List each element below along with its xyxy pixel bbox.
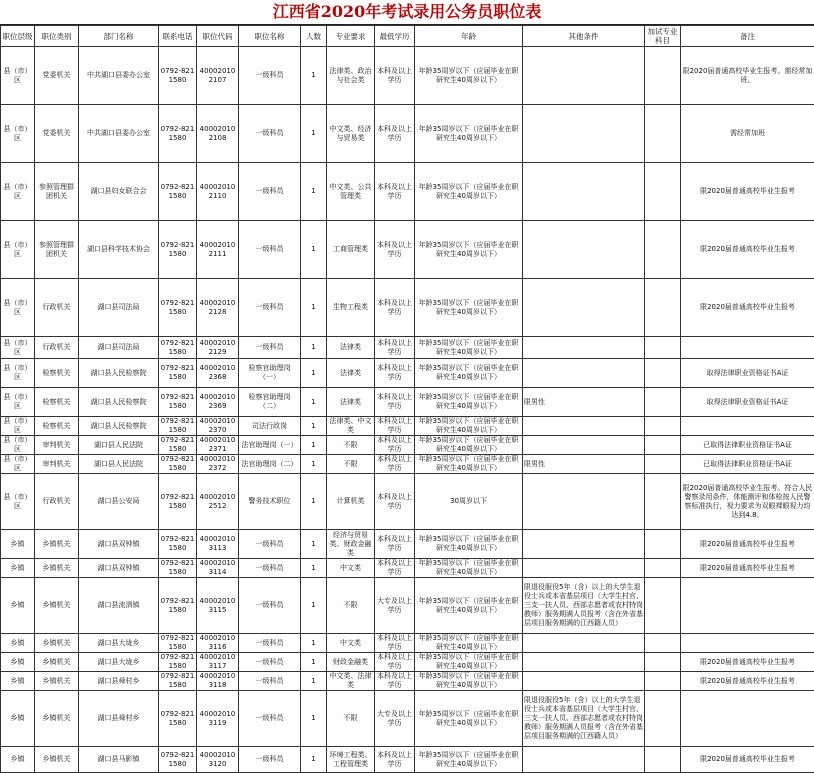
column-header: 职位名称 [239, 26, 301, 47]
cell-age: 年龄35周岁以下（应届毕业在职研究生40周岁以下） [415, 653, 523, 672]
cell-type: 行政机关 [35, 337, 79, 359]
cell-age: 年龄35周岁以下（应届毕业在职研究生40周岁以下） [415, 279, 523, 337]
cell-other [523, 221, 645, 279]
cell-code: 400020102371 [197, 436, 239, 455]
cell-extra [645, 474, 681, 530]
cell-edu: 本科及以上学历 [375, 634, 415, 653]
column-header: 最低学历 [375, 26, 415, 47]
cell-post: 一级科员 [239, 634, 301, 653]
cell-other [523, 105, 645, 163]
cell-age: 年龄35周岁以下（应届毕业在职研究生40周岁以下） [415, 747, 523, 773]
table-row [1, 337, 814, 359]
column-header: 职位层级 [1, 26, 35, 47]
cell-other: 限男性 [523, 388, 645, 417]
cell-note: 已取得法律职业资格证书A证 [681, 436, 814, 455]
cell-type: 行政机关 [35, 474, 79, 530]
cell-edu: 本科及以上学历 [375, 455, 415, 474]
cell-post: 法官助理岗（一） [239, 436, 301, 455]
cell-post: 司法行政岗 [239, 417, 301, 436]
cell-dept: 湖口县司法局 [79, 337, 159, 359]
cell-edu: 大专及以上学历 [375, 691, 415, 747]
cell-type: 检察机关 [35, 359, 79, 388]
cell-level: 县（市）区 [1, 436, 35, 455]
cell-post: 一级科员 [239, 578, 301, 634]
table-row [1, 672, 814, 691]
cell-level: 乡镇 [1, 578, 35, 634]
cell-note: 取得法律职业资格证书A证 [681, 359, 814, 388]
cell-major: 工商管理类 [327, 221, 375, 279]
table-row [1, 436, 814, 455]
cell-major: 计算机类 [327, 474, 375, 530]
cell-edu: 本科及以上学历 [375, 530, 415, 559]
cell-post: 检察官助理岗（一） [239, 359, 301, 388]
cell-age: 年龄35周岁以下（应届毕业在职研究生40周岁以下） [415, 634, 523, 653]
cell-num: 1 [301, 417, 327, 436]
cell-dept: 湖口县大垅乡 [79, 634, 159, 653]
cell-post: 一级科员 [239, 691, 301, 747]
cell-level: 县（市）区 [1, 455, 35, 474]
cell-note: 限2020届普通高校毕业生报考 [681, 672, 814, 691]
cell-extra [645, 337, 681, 359]
cell-other [523, 559, 645, 578]
cell-type: 乡镇机关 [35, 578, 79, 634]
cell-num: 1 [301, 672, 327, 691]
cell-type: 乡镇机关 [35, 672, 79, 691]
table-row [1, 578, 814, 634]
cell-age: 年龄35周岁以下（应届毕业在职研究生40周岁以下） [415, 417, 523, 436]
cell-code: 400020102111 [197, 221, 239, 279]
column-header: 职位类别 [35, 26, 79, 47]
cell-num: 1 [301, 337, 327, 359]
cell-post: 法官助理岗（二） [239, 455, 301, 474]
cell-phone: 0792-8211580 [159, 47, 197, 105]
cell-age: 年龄35周岁以下（应届毕业在职研究生40周岁以下） [415, 337, 523, 359]
cell-other [523, 417, 645, 436]
column-header: 加试专业科目 [645, 26, 681, 47]
table-row [1, 634, 814, 653]
cell-dept: 湖口县人民检察院 [79, 388, 159, 417]
cell-note: 限2020届普通高校毕业生报考 [681, 747, 814, 773]
cell-major: 法律类、政治与社会类 [327, 47, 375, 105]
cell-note: 已取得法律职业资格证书A证 [681, 455, 814, 474]
table-row [1, 279, 814, 337]
cell-code: 400020102372 [197, 455, 239, 474]
cell-dept: 湖口县流泗镇 [79, 578, 159, 634]
cell-other [523, 530, 645, 559]
cell-level: 县（市）区 [1, 337, 35, 359]
cell-phone: 0792-8211580 [159, 634, 197, 653]
cell-post: 一级科员 [239, 279, 301, 337]
table-body [1, 47, 814, 773]
cell-extra [645, 672, 681, 691]
cell-other [523, 474, 645, 530]
cell-edu: 本科及以上学历 [375, 747, 415, 773]
cell-extra [645, 530, 681, 559]
cell-dept: 湖口县双钟镇 [79, 559, 159, 578]
column-header: 人数 [301, 26, 327, 47]
cell-phone: 0792-8211580 [159, 221, 197, 279]
cell-num: 1 [301, 474, 327, 530]
cell-note: 限2020届普通高校毕业生报考。需经常加班。 [681, 47, 814, 105]
cell-other [523, 634, 645, 653]
cell-extra [645, 455, 681, 474]
cell-code: 400020102128 [197, 279, 239, 337]
cell-type: 乡镇机关 [35, 530, 79, 559]
cell-edu: 本科及以上学历 [375, 337, 415, 359]
cell-dept: 湖口县舜村乡 [79, 691, 159, 747]
cell-num: 1 [301, 436, 327, 455]
table-row [1, 47, 814, 105]
cell-extra [645, 105, 681, 163]
table-row [1, 388, 814, 417]
cell-num: 1 [301, 455, 327, 474]
cell-level: 乡镇 [1, 634, 35, 653]
cell-code: 400020103114 [197, 559, 239, 578]
cell-code: 400020103118 [197, 672, 239, 691]
table-row [1, 747, 814, 773]
cell-num: 1 [301, 105, 327, 163]
cell-edu: 本科及以上学历 [375, 559, 415, 578]
cell-phone: 0792-8211580 [159, 436, 197, 455]
cell-extra [645, 163, 681, 221]
cell-level: 县（市）区 [1, 279, 35, 337]
cell-note: 限2020届普通高校毕业生报考。符合人民警察录用条件，体能测评和体检按人民警察标准执行，视力要求为双眼裸眼视力均达到4.8。 [681, 474, 814, 530]
cell-phone: 0792-8211580 [159, 474, 197, 530]
cell-other [523, 672, 645, 691]
cell-dept: 湖口县人民法院 [79, 436, 159, 455]
cell-note [681, 417, 814, 436]
cell-major: 生物工程类 [327, 279, 375, 337]
cell-phone: 0792-8211580 [159, 747, 197, 773]
table-row [1, 221, 814, 279]
cell-num: 1 [301, 221, 327, 279]
cell-edu: 大专及以上学历 [375, 578, 415, 634]
cell-code: 400020102512 [197, 474, 239, 530]
table-row [1, 474, 814, 530]
cell-post: 一级科员 [239, 105, 301, 163]
table-row [1, 691, 814, 747]
cell-dept: 湖口县妇女联合会 [79, 163, 159, 221]
cell-type: 党委机关 [35, 105, 79, 163]
cell-extra [645, 747, 681, 773]
cell-code: 400020103115 [197, 578, 239, 634]
cell-level: 县（市）区 [1, 359, 35, 388]
cell-age: 年龄35周岁以下（应届毕业在职研究生40周岁以下） [415, 455, 523, 474]
cell-dept: 湖口县人民法院 [79, 455, 159, 474]
cell-type: 参照管理群团机关 [35, 163, 79, 221]
cell-phone: 0792-8211580 [159, 279, 197, 337]
cell-code: 400020103116 [197, 634, 239, 653]
cell-note: 限2020届普通高校毕业生报考 [681, 221, 814, 279]
cell-extra [645, 578, 681, 634]
cell-code: 400020102370 [197, 417, 239, 436]
cell-other [523, 653, 645, 672]
cell-major: 法律类、中文类 [327, 417, 375, 436]
cell-dept: 湖口县司法局 [79, 279, 159, 337]
cell-level: 县（市）区 [1, 47, 35, 105]
cell-code: 400020102107 [197, 47, 239, 105]
cell-age: 年龄35周岁以下（应届毕业在职研究生40周岁以下） [415, 221, 523, 279]
cell-type: 参照管理群团机关 [35, 221, 79, 279]
cell-other [523, 359, 645, 388]
cell-age: 年龄35周岁以下（应届毕业在职研究生40周岁以下） [415, 359, 523, 388]
cell-age: 年龄35周岁以下（应届毕业在职研究生40周岁以下） [415, 436, 523, 455]
cell-major: 法律类 [327, 337, 375, 359]
cell-extra [645, 221, 681, 279]
cell-phone: 0792-8211580 [159, 337, 197, 359]
cell-code: 400020103117 [197, 653, 239, 672]
cell-dept: 湖口县人民检察院 [79, 417, 159, 436]
cell-dept: 湖口县人民检察院 [79, 359, 159, 388]
cell-other: 限男性 [523, 455, 645, 474]
cell-phone: 0792-8211580 [159, 559, 197, 578]
cell-edu: 本科及以上学历 [375, 436, 415, 455]
cell-major: 不限 [327, 578, 375, 634]
cell-level: 乡镇 [1, 653, 35, 672]
cell-edu: 本科及以上学历 [375, 672, 415, 691]
cell-age: 年龄35周岁以下（应届毕业在职研究生40周岁以下） [415, 163, 523, 221]
cell-extra [645, 388, 681, 417]
cell-extra [645, 279, 681, 337]
cell-code: 400020103120 [197, 747, 239, 773]
cell-num: 1 [301, 559, 327, 578]
cell-note [681, 634, 814, 653]
cell-type: 审判机关 [35, 436, 79, 455]
cell-phone: 0792-8211580 [159, 417, 197, 436]
cell-edu: 本科及以上学历 [375, 47, 415, 105]
cell-dept: 湖口县舜村乡 [79, 672, 159, 691]
cell-type: 乡镇机关 [35, 653, 79, 672]
cell-major: 中文类 [327, 559, 375, 578]
column-header: 部门名称 [79, 26, 159, 47]
cell-phone: 0792-8211580 [159, 653, 197, 672]
table-row [1, 530, 814, 559]
cell-post: 一级科员 [239, 221, 301, 279]
cell-phone: 0792-8211580 [159, 359, 197, 388]
cell-dept: 湖口县科学技术协会 [79, 221, 159, 279]
cell-type: 审判机关 [35, 455, 79, 474]
cell-type: 行政机关 [35, 279, 79, 337]
cell-other [523, 279, 645, 337]
cell-phone: 0792-8211580 [159, 388, 197, 417]
cell-type: 检察机关 [35, 417, 79, 436]
cell-age: 年龄35周岁以下（应届毕业在职研究生40周岁以下） [415, 559, 523, 578]
cell-type: 党委机关 [35, 47, 79, 105]
cell-note: 需经常加班 [681, 105, 814, 163]
column-header: 专业要求 [327, 26, 375, 47]
cell-age: 30周岁以下 [415, 474, 523, 530]
column-header: 联系电话 [159, 26, 197, 47]
cell-level: 乡镇 [1, 691, 35, 747]
cell-level: 县（市）区 [1, 388, 35, 417]
cell-post: 一级科员 [239, 747, 301, 773]
cell-major: 中文类、公共管理类 [327, 163, 375, 221]
cell-other: 限退役服役5年（含）以上的大学生退役士兵或本省基层项目（大学生村官、三支一扶人员、西部志愿者或农村特岗教师）服务期满人员报考（含在外省基层项目服务期满的江西籍人员） [523, 691, 645, 747]
cell-extra [645, 691, 681, 747]
cell-other: 限退役服役5年（含）以上的大学生退役士兵或本省基层项目（大学生村官、三支一扶人员、西部志愿者或农村特岗教师）服务期满人员报考（含在外省基层项目服务期满的江西籍人员） [523, 578, 645, 634]
cell-major: 中文类、法律类 [327, 672, 375, 691]
table-row [1, 455, 814, 474]
cell-other [523, 163, 645, 221]
cell-edu: 本科及以上学历 [375, 417, 415, 436]
cell-post: 一级科员 [239, 672, 301, 691]
job-table [0, 25, 814, 773]
cell-dept: 湖口县双钟镇 [79, 530, 159, 559]
cell-major: 法律类 [327, 388, 375, 417]
cell-phone: 0792-8211580 [159, 163, 197, 221]
cell-num: 1 [301, 163, 327, 221]
cell-age: 年龄35周岁以下（应届毕业在职研究生40周岁以下） [415, 530, 523, 559]
cell-age: 年龄35周岁以下（应届毕业在职研究生40周岁以下） [415, 672, 523, 691]
cell-note [681, 691, 814, 747]
cell-post: 一级科员 [239, 653, 301, 672]
cell-major: 中文类、经济与贸易类 [327, 105, 375, 163]
cell-num: 1 [301, 388, 327, 417]
cell-code: 400020102368 [197, 359, 239, 388]
table-row [1, 163, 814, 221]
cell-num: 1 [301, 691, 327, 747]
cell-edu: 本科及以上学历 [375, 279, 415, 337]
cell-level: 乡镇 [1, 530, 35, 559]
cell-dept: 湖口县马影镇 [79, 747, 159, 773]
cell-age: 年龄35周岁以下（应届毕业在职研究生40周岁以下） [415, 578, 523, 634]
cell-code: 400020102108 [197, 105, 239, 163]
cell-major: 不限 [327, 455, 375, 474]
cell-post: 一级科员 [239, 559, 301, 578]
cell-other [523, 47, 645, 105]
cell-phone: 0792-8211580 [159, 672, 197, 691]
cell-edu: 本科及以上学历 [375, 388, 415, 417]
cell-note: 取得法律职业资格证书A证 [681, 388, 814, 417]
column-header: 其他条件 [523, 26, 645, 47]
cell-dept: 湖口县公安局 [79, 474, 159, 530]
cell-age: 年龄35周岁以下（应届毕业在职研究生40周岁以下） [415, 105, 523, 163]
table-row [1, 653, 814, 672]
cell-level: 县（市）区 [1, 105, 35, 163]
cell-note: 限2020届普通高校毕业生报考 [681, 530, 814, 559]
cell-type: 检察机关 [35, 388, 79, 417]
cell-major: 不限 [327, 436, 375, 455]
cell-phone: 0792-8211580 [159, 530, 197, 559]
cell-level: 县（市）区 [1, 417, 35, 436]
cell-other [523, 747, 645, 773]
cell-num: 1 [301, 634, 327, 653]
cell-type: 乡镇机关 [35, 691, 79, 747]
cell-other [523, 436, 645, 455]
cell-major: 不限 [327, 691, 375, 747]
cell-post: 一级科员 [239, 163, 301, 221]
cell-level: 乡镇 [1, 672, 35, 691]
cell-phone: 0792-8211580 [159, 691, 197, 747]
cell-post: 一级科员 [239, 530, 301, 559]
cell-num: 1 [301, 530, 327, 559]
page-title: 江西省2020年考试录用公务员职位表 [0, 0, 814, 25]
cell-type: 乡镇机关 [35, 559, 79, 578]
cell-phone: 0792-8211580 [159, 578, 197, 634]
cell-num: 1 [301, 359, 327, 388]
cell-extra [645, 359, 681, 388]
cell-extra [645, 436, 681, 455]
cell-code: 400020103119 [197, 691, 239, 747]
cell-code: 400020102110 [197, 163, 239, 221]
cell-note: 限2020届普通高校毕业生报考 [681, 653, 814, 672]
table-header-row [1, 26, 814, 47]
cell-other [523, 337, 645, 359]
table-row [1, 559, 814, 578]
cell-edu: 本科及以上学历 [375, 105, 415, 163]
cell-dept: 中共湖口县委办公室 [79, 47, 159, 105]
column-header: 年龄 [415, 26, 523, 47]
cell-code: 400020102129 [197, 337, 239, 359]
cell-edu: 本科及以上学历 [375, 163, 415, 221]
table-row [1, 417, 814, 436]
cell-num: 1 [301, 47, 327, 105]
cell-level: 县（市）区 [1, 163, 35, 221]
cell-type: 乡镇机关 [35, 747, 79, 773]
cell-major: 法律类 [327, 359, 375, 388]
cell-level: 乡镇 [1, 747, 35, 773]
cell-note [681, 337, 814, 359]
cell-note [681, 578, 814, 634]
cell-edu: 本科及以上学历 [375, 221, 415, 279]
cell-post: 一级科员 [239, 47, 301, 105]
cell-level: 乡镇 [1, 559, 35, 578]
cell-edu: 本科及以上学历 [375, 474, 415, 530]
cell-dept: 中共湖口县委办公室 [79, 105, 159, 163]
cell-code: 400020102369 [197, 388, 239, 417]
cell-major: 环境工程类、工程管理类 [327, 747, 375, 773]
cell-post: 检察官助理岗（二） [239, 388, 301, 417]
cell-edu: 本科及以上学历 [375, 653, 415, 672]
cell-phone: 0792-8211580 [159, 105, 197, 163]
cell-extra [645, 653, 681, 672]
cell-major: 中文类 [327, 634, 375, 653]
table-row [1, 359, 814, 388]
column-header: 备注 [681, 26, 814, 47]
cell-num: 1 [301, 578, 327, 634]
cell-note: 限2020届普通高校毕业生报考 [681, 163, 814, 221]
cell-num: 1 [301, 279, 327, 337]
cell-level: 县（市）区 [1, 221, 35, 279]
cell-post: 一级科员 [239, 337, 301, 359]
cell-num: 1 [301, 653, 327, 672]
cell-major: 财政金融类 [327, 653, 375, 672]
cell-age: 年龄35周岁以下（应届毕业在职研究生40周岁以下） [415, 691, 523, 747]
cell-age: 年龄35周岁以下（应届毕业在职研究生40周岁以下） [415, 388, 523, 417]
cell-phone: 0792-8211580 [159, 455, 197, 474]
column-header: 职位代码 [197, 26, 239, 47]
cell-note: 限2020届普通高校毕业生报考 [681, 559, 814, 578]
table-row [1, 105, 814, 163]
cell-extra [645, 559, 681, 578]
cell-extra [645, 634, 681, 653]
cell-extra [645, 417, 681, 436]
cell-age: 年龄35周岁以下（应届毕业在职研究生40周岁以下） [415, 47, 523, 105]
cell-num: 1 [301, 747, 327, 773]
cell-dept: 湖口县大垅乡 [79, 653, 159, 672]
cell-type: 乡镇机关 [35, 634, 79, 653]
cell-note: 限2020届普通高校毕业生报考 [681, 279, 814, 337]
cell-extra [645, 47, 681, 105]
cell-edu: 本科及以上学历 [375, 359, 415, 388]
cell-code: 400020103113 [197, 530, 239, 559]
cell-major: 经济与贸易类、财政金融类 [327, 530, 375, 559]
cell-level: 县（市）区 [1, 474, 35, 530]
cell-post: 警务技术职位 [239, 474, 301, 530]
